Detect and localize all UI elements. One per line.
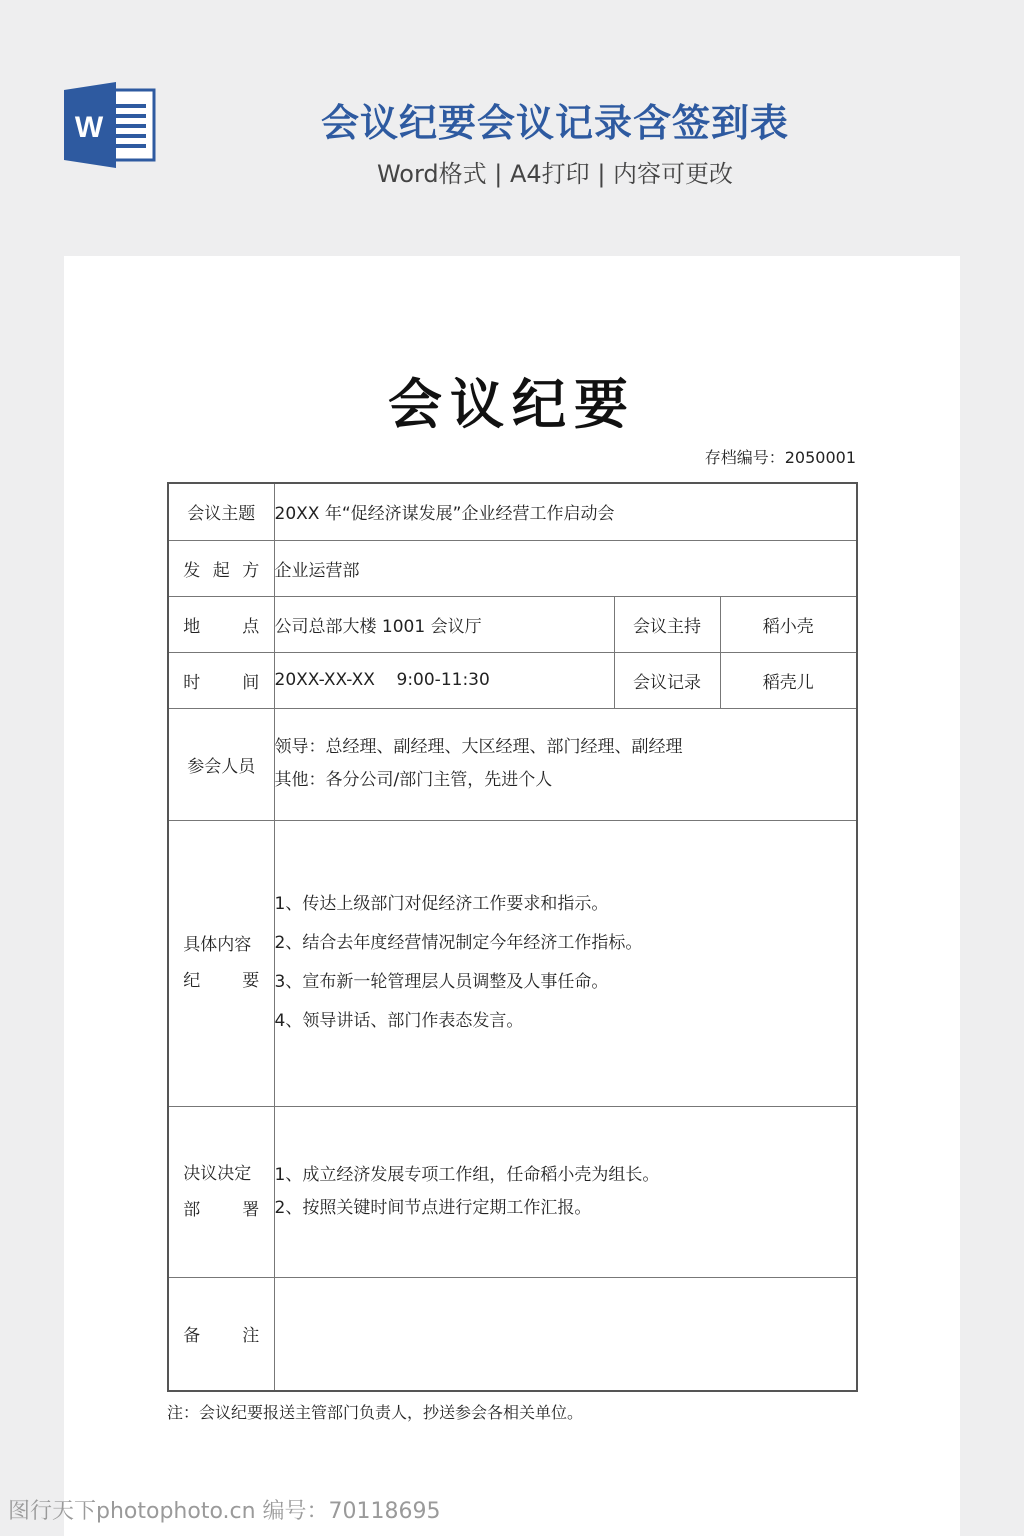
watermark: 图行天下photophoto.cn 编号：70118695 bbox=[8, 1499, 441, 1524]
row-initiator bbox=[168, 540, 857, 596]
host-value: 稻小壳 bbox=[720, 596, 857, 652]
decisions-label: 决议决定 部 署 bbox=[168, 1106, 274, 1277]
decision-item: 2、按照关键时间节点进行定期工作汇报。 bbox=[274, 1197, 592, 1218]
row-content bbox=[168, 820, 857, 1106]
decision-item: 1、成立经济发展专项工作组，任命稻小壳为组长。 bbox=[274, 1164, 660, 1185]
decisions-value bbox=[274, 1106, 857, 1277]
time-value: 20XX-XX-XX 9:00-11:30 bbox=[274, 652, 614, 708]
row-time bbox=[168, 652, 857, 708]
row-remarks bbox=[168, 1277, 857, 1391]
content-value bbox=[274, 820, 857, 1106]
row-location bbox=[168, 596, 857, 652]
attendees-label: 参会人员 bbox=[168, 708, 274, 820]
word-document-icon bbox=[64, 82, 156, 168]
recorder-value: 稻壳儿 bbox=[720, 652, 857, 708]
recorder-label: 会议记录 bbox=[614, 652, 720, 708]
location-value: 公司总部大楼 1001 会议厅 bbox=[274, 596, 614, 652]
banner-title: 会议纪要会议记录含签到表 bbox=[320, 101, 789, 145]
row-decisions bbox=[168, 1106, 857, 1277]
initiator-label: 发 起 方 bbox=[168, 540, 274, 596]
host-label: 会议主持 bbox=[614, 596, 720, 652]
content-item: 2、结合去年度经营情况制定今年经济工作指标。 bbox=[274, 933, 643, 953]
archive-number: 存档编号：2050001 bbox=[704, 448, 856, 467]
remarks-value bbox=[274, 1277, 857, 1391]
topic-label: 会议主题 bbox=[168, 483, 274, 540]
attendees-value bbox=[274, 708, 857, 820]
document-title: 会议纪要 bbox=[388, 373, 636, 436]
remarks-label: 备 注 bbox=[168, 1277, 274, 1391]
attendees-line: 其他：各分公司/部门主管，先进个人 bbox=[274, 770, 553, 790]
footnote: 注：会议纪要报送主管部门负责人，抄送参会各相关单位。 bbox=[167, 1403, 584, 1422]
attendees-line: 领导：总经理、副经理、大区经理、部门经理、副经理 bbox=[274, 737, 683, 757]
row-attendees bbox=[168, 708, 857, 820]
initiator-value: 企业运营部 bbox=[274, 540, 857, 596]
svg-text:W: W bbox=[74, 111, 104, 144]
meeting-minutes-table bbox=[167, 482, 858, 1392]
time-label: 时 间 bbox=[168, 652, 274, 708]
content-item: 3、宣布新一轮管理层人员调整及人事任命。 bbox=[274, 972, 609, 992]
topic-value: 20XX 年“促经济谋发展”企业经营工作启动会 bbox=[274, 483, 857, 540]
content-item: 1、传达上级部门对促经济工作要求和指示。 bbox=[274, 894, 609, 914]
content-label: 具体内容 纪 要 bbox=[168, 820, 274, 1106]
location-label: 地 点 bbox=[168, 596, 274, 652]
banner-subtitle: Word格式 | A4打印 | 内容可更改 bbox=[376, 160, 734, 188]
content-item: 4、领导讲话、部门作表态发言。 bbox=[274, 1011, 524, 1031]
row-topic bbox=[168, 483, 857, 540]
